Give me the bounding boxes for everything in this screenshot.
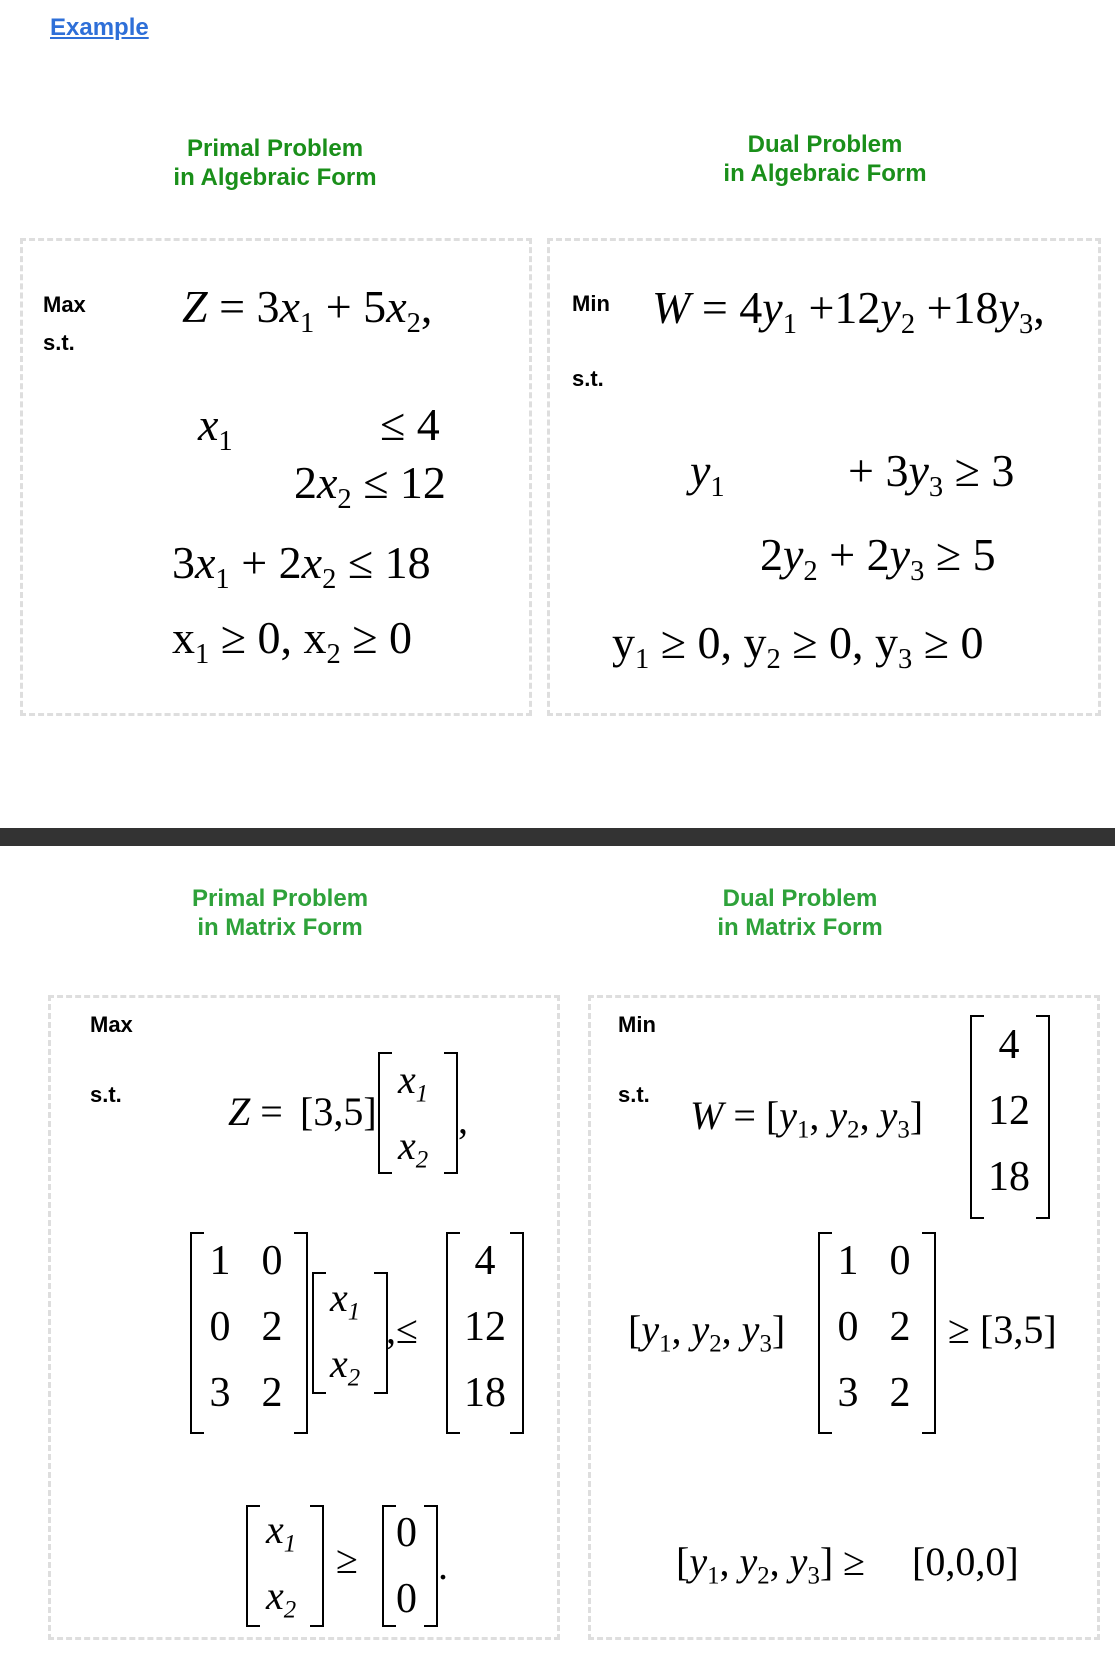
- dual-objective: $W = 4y_1 +12y_2 +18y_3$,: [652, 282, 1045, 340]
- primal-b-cell-r1: 4: [474, 1238, 496, 1284]
- primal-A-cell-r3-c1: 3: [209, 1370, 231, 1416]
- primal-matrix-title-line1: Primal Problem: [191, 885, 369, 912]
- section-divider: [0, 828, 1115, 846]
- primal-algebraic-title-line1: Primal Problem: [186, 135, 364, 162]
- primal-A-cell-r1-c2: 0: [261, 1238, 283, 1284]
- dual-matrix-zero: [0,0,0]: [912, 1539, 1019, 1584]
- primal-A-bracket-right: [294, 1232, 308, 1434]
- primal-A-cell-r2-c2: 2: [261, 1304, 283, 1350]
- dual-b-bracket-right: [1036, 1015, 1050, 1219]
- example-link[interactable]: Example: [50, 14, 149, 41]
- dual-matrix-min-label: Min: [618, 1012, 656, 1037]
- primal-algebraic-title: [140, 134, 410, 192]
- dual-matrix-title-line1: Dual Problem: [722, 885, 878, 912]
- dual-matrix-nonneg-y: [$y_1$, $y_2$, $y_3$] ≥: [676, 1539, 866, 1590]
- dual-matrix-c: [3,5]: [980, 1307, 1057, 1352]
- primal-nonneg-geq: ≥: [336, 1537, 358, 1582]
- primal-matrix-c: [3,5]: [300, 1089, 377, 1134]
- primal-constraint-1-lhs: $x_1$: [198, 399, 233, 457]
- primal-zero-bracket-left: [382, 1505, 396, 1627]
- dual-algebraic-title-line2: in Algebraic Form: [723, 160, 927, 187]
- primal-b-cell-r3: 18: [464, 1370, 506, 1416]
- dual-A-cell-r1-c1: 1: [837, 1238, 859, 1284]
- primal-nonneg-x2: $x_2$: [266, 1573, 297, 1624]
- primal-zero-period: .: [438, 1543, 448, 1588]
- dual-A-bracket-right: [922, 1232, 936, 1434]
- dual-algebraic-title: [680, 130, 970, 188]
- dual-A-cell-r1-c2: 0: [889, 1238, 911, 1284]
- primal-zero-1: 0: [396, 1510, 417, 1556]
- primal-x1: $x_1$: [330, 1275, 361, 1326]
- primal-A-cell-r1-c1: 1: [209, 1238, 231, 1284]
- primal-matrix-max-label: Max: [90, 1012, 133, 1037]
- primal-matrix-title: [150, 884, 410, 942]
- dual-b-cell-r3: 18: [988, 1154, 1030, 1200]
- dual-matrix-title-line2: in Matrix Form: [717, 914, 883, 941]
- primal-nonneg-x1: $x_1$: [266, 1507, 297, 1558]
- primal-objective: $Z = 3x_1 + 5x_2$,: [182, 281, 433, 339]
- dual-constraint-1-lhs: $y_1$: [690, 445, 725, 503]
- dual-b-cell-r1: 4: [998, 1022, 1020, 1068]
- dual-nonneg: $y_1 \ge 0$, $y_2 \ge 0$, $y_3 \ge 0$: [612, 617, 984, 675]
- primal-st-label: s.t.: [43, 330, 75, 355]
- dual-b-cell-r2: 12: [988, 1088, 1030, 1134]
- dual-algebraic-title-line1: Dual Problem: [747, 131, 903, 158]
- primal-matrix-objective-lhs: Z =: [228, 1089, 283, 1134]
- primal-b-cell-r2: 12: [464, 1304, 506, 1350]
- dual-min-label: Min: [572, 291, 610, 316]
- primal-nonneg: $x_1 \ge 0$, $x_2 \ge 0$: [172, 612, 413, 670]
- dual-matrix-st-label: s.t.: [618, 1082, 650, 1107]
- primal-leq: ,≤: [386, 1307, 418, 1352]
- primal-max-label: Max: [43, 292, 86, 317]
- dual-A-cell-r2-c1: 0: [837, 1304, 859, 1350]
- primal-A-cell-r2-c1: 0: [209, 1304, 231, 1350]
- primal-constraint-1-rhs: ≤ 4: [380, 399, 440, 450]
- dual-matrix-constraint-y: [$y_1$, $y_2$, $y_3$]: [628, 1307, 786, 1358]
- dual-constraint-1-rhs: + $3y_3 \ge 3$: [848, 445, 1015, 503]
- primal-matrix-st-label: s.t.: [90, 1082, 122, 1107]
- primal-algebraic-title-line2: in Algebraic Form: [173, 164, 377, 191]
- primal-nonneg-x-bracket-right: [310, 1505, 324, 1627]
- primal-obj-x-bracket-right: [444, 1052, 458, 1174]
- dual-matrix-objective: $W = [y_1$, $y_2$, $y_3$]: [690, 1093, 924, 1144]
- primal-constraint-2: $2x_2 \le 12$: [294, 457, 446, 515]
- primal-obj-comma: ,: [458, 1097, 468, 1142]
- dual-geq: ≥: [948, 1307, 970, 1352]
- dual-matrix-title: [660, 884, 940, 942]
- dual-A-cell-r2-c2: 2: [889, 1304, 911, 1350]
- dual-st-label: s.t.: [572, 366, 604, 391]
- primal-x-bracket-left: [312, 1272, 326, 1394]
- dual-A-cell-r3-c1: 3: [837, 1370, 859, 1416]
- primal-zero-2: 0: [396, 1576, 417, 1622]
- primal-obj-x2: $x_2$: [398, 1123, 429, 1174]
- dual-A-cell-r3-c2: 2: [889, 1370, 911, 1416]
- primal-matrix-title-line2: in Matrix Form: [197, 914, 363, 941]
- primal-A-cell-r3-c2: 2: [261, 1370, 283, 1416]
- dual-constraint-2: $2y_2 + 2y_3 \ge 5$: [760, 529, 996, 587]
- primal-constraint-3: $3x_1 + 2x_2 \le 18$: [172, 537, 431, 595]
- primal-x2: $x_2$: [330, 1341, 361, 1392]
- primal-obj-x1: $x_1$: [398, 1057, 429, 1108]
- primal-obj-x-bracket-left: [378, 1052, 392, 1174]
- primal-zero-bracket-right: [424, 1505, 438, 1627]
- primal-nonneg-x-bracket-left: [246, 1505, 260, 1627]
